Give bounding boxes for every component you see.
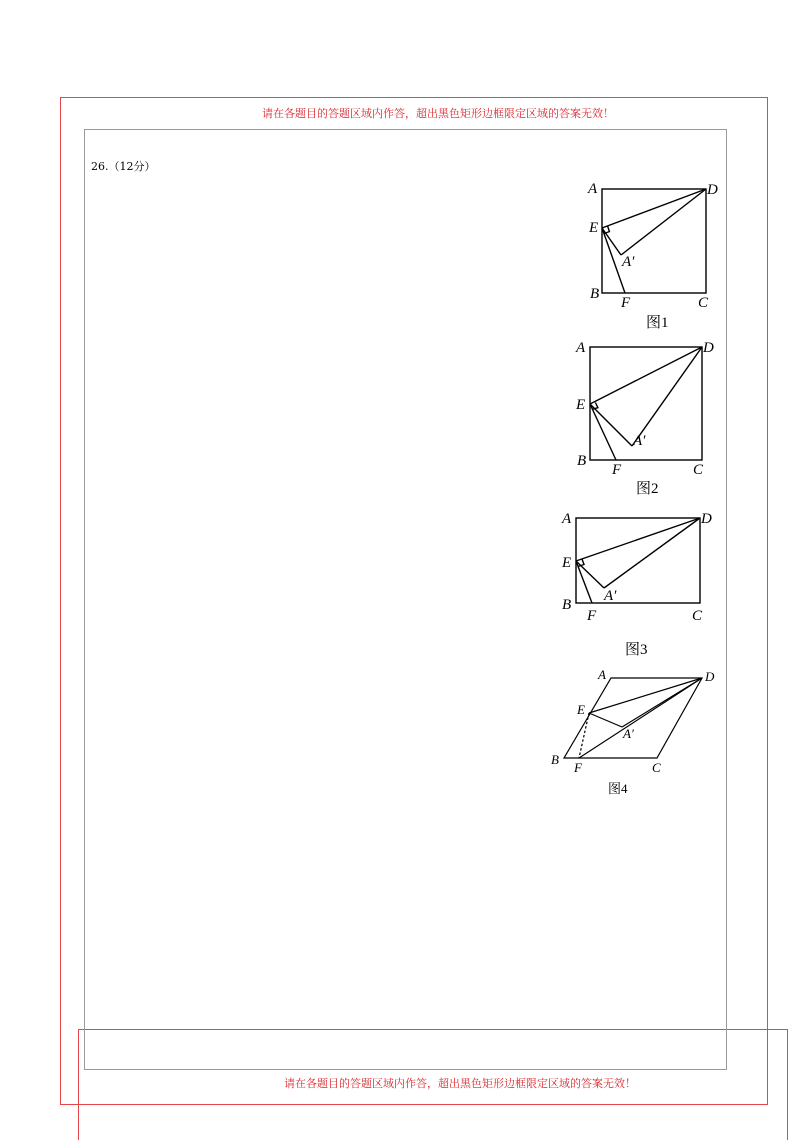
label-a: A — [588, 181, 598, 197]
figure-caption: 图2 — [636, 481, 659, 497]
figure-caption: 图4 — [608, 781, 628, 796]
figure-caption: 图1 — [646, 315, 669, 331]
label-d: D — [707, 182, 718, 198]
label-e: E — [577, 702, 585, 717]
label-f: F — [587, 608, 597, 624]
label-c: C — [693, 462, 704, 478]
label-d: D — [701, 511, 712, 527]
label-b: B — [551, 752, 559, 767]
label-d: D — [703, 340, 714, 356]
label-d: D — [705, 669, 715, 684]
question-number: 26.（12分） — [91, 160, 156, 173]
label-e: E — [562, 555, 572, 571]
label-c: C — [698, 295, 709, 311]
label-a-prime: A′ — [623, 726, 634, 741]
bottom-warning-text: 请在各题目的答题区域内作答，超出黑色矩形边框限定区域的答案无效！ — [284, 1077, 636, 1090]
label-a-prime: A′ — [622, 254, 635, 270]
figure-1 — [580, 176, 720, 336]
figure-4 — [548, 666, 720, 800]
label-a-prime: A′ — [633, 433, 646, 449]
label-c: C — [652, 760, 661, 775]
label-a: A — [598, 667, 606, 682]
label-f: F — [612, 462, 622, 478]
label-f: F — [621, 295, 631, 311]
label-b: B — [590, 286, 600, 302]
figure-3 — [558, 505, 720, 660]
label-c: C — [692, 608, 703, 624]
label-a-prime: A′ — [604, 588, 617, 604]
label-a: A — [562, 511, 572, 527]
label-e: E — [576, 397, 586, 413]
label-b: B — [577, 453, 587, 469]
label-b: B — [562, 597, 572, 613]
label-f: F — [574, 760, 582, 775]
label-a: A — [576, 340, 586, 356]
label-e: E — [589, 220, 599, 236]
figure-2 — [568, 334, 720, 500]
figure-caption: 图3 — [625, 642, 648, 658]
top-warning-text: 请在各题目的答题区域内作答，超出黑色矩形边框限定区域的答案无效！ — [262, 107, 614, 120]
